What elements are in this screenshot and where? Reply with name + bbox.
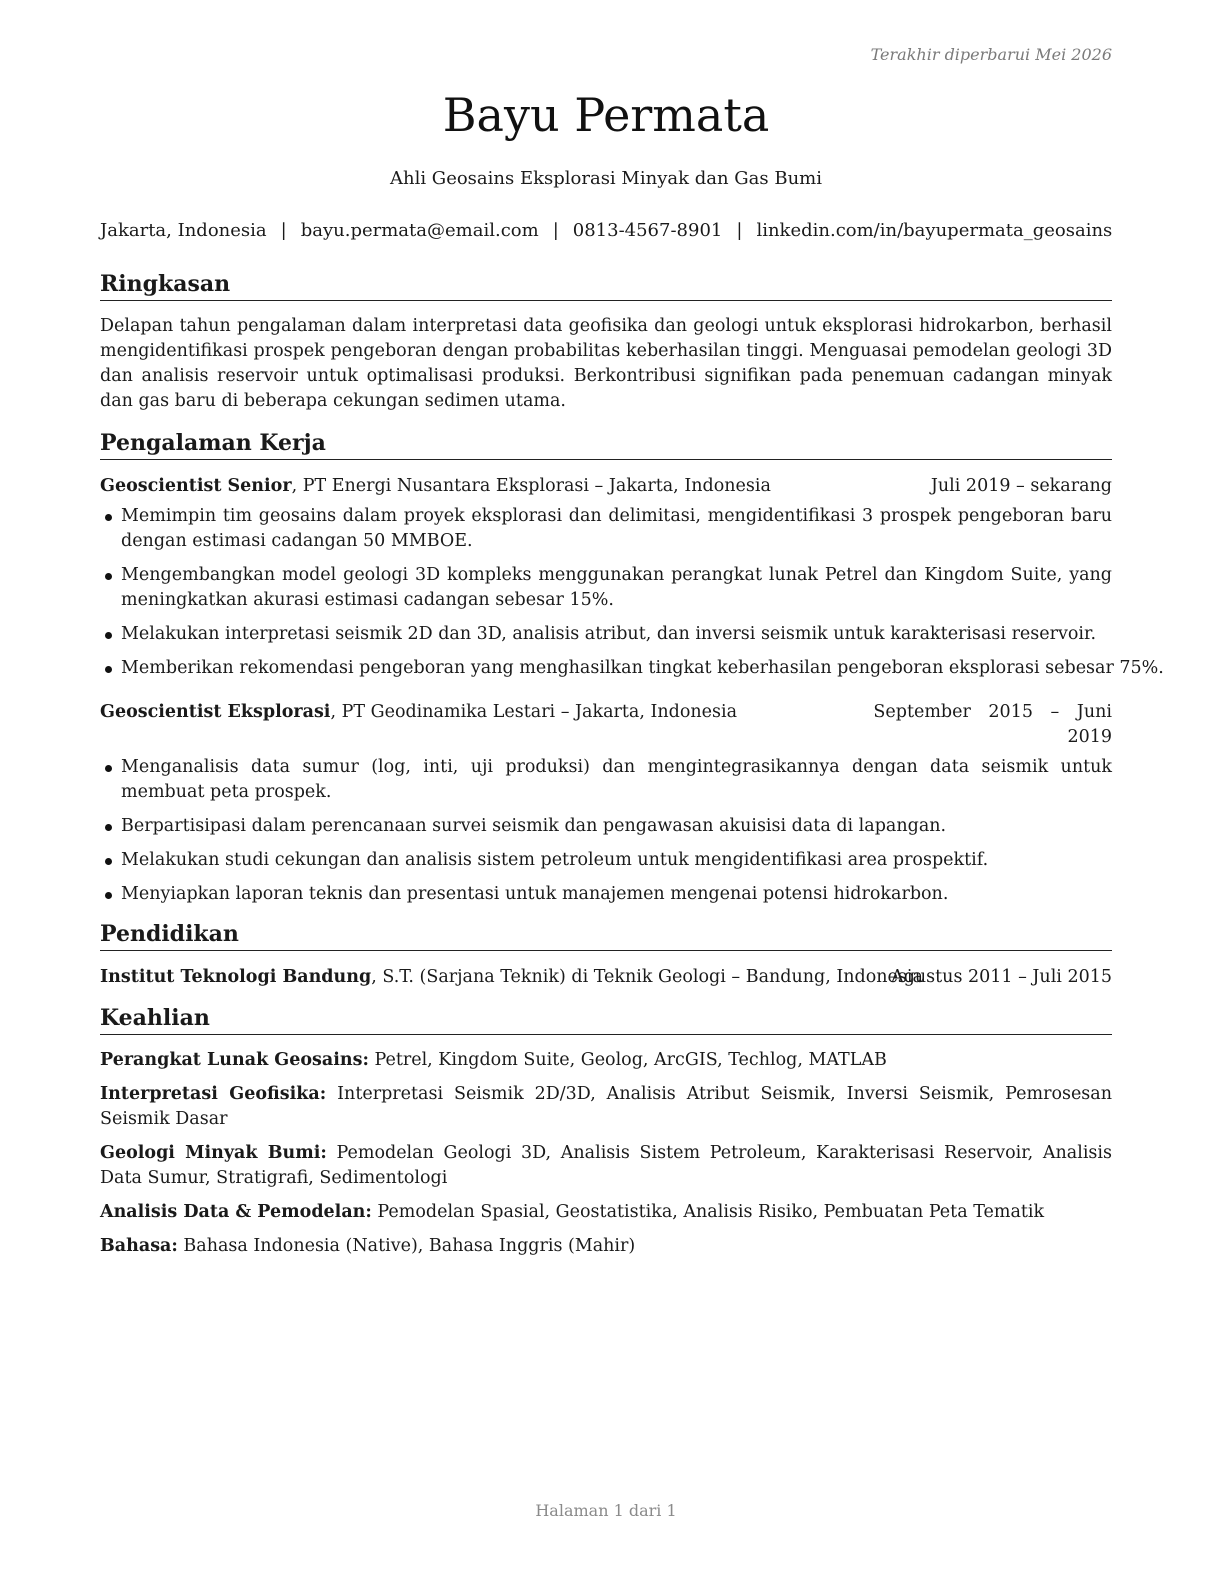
contact-location: Jakarta, Indonesia bbox=[100, 220, 267, 241]
skill-row bbox=[100, 1141, 1112, 1191]
resume-headline: Ahli Geosains Eksplorasi Minyak dan Gas Bumi bbox=[389, 168, 823, 189]
job-bullet: Mengembangkan model geologi 3D kompleks menggunakan perangkat lunak Petrel dan Kingdom Suite, yang meningkatkan akurasi estimasi cadangan sebesar 15%. bbox=[100, 563, 1112, 613]
job-header bbox=[100, 474, 1112, 499]
contact-email: bayu.permata@email.com bbox=[300, 220, 539, 241]
skill-row bbox=[100, 1234, 1112, 1259]
skill-value: Petrel, Kingdom Suite, Geolog, ArcGIS, Techlog, MATLAB bbox=[368, 1050, 887, 1070]
contact-separator: | bbox=[552, 220, 559, 241]
contact-separator: | bbox=[736, 220, 743, 241]
skill-value: Bahasa Indonesia (Native), Bahasa Inggris (Mahir) bbox=[177, 1236, 636, 1256]
job-title: Geoscientist Senior bbox=[100, 476, 292, 496]
job-bullet-list bbox=[100, 504, 1164, 690]
contact-phone: 0813-4567-8901 bbox=[572, 220, 723, 241]
skill-value: Pemodelan Spasial, Geostatistika, Analisis Risiko, Pembuatan Peta Tematik bbox=[371, 1202, 1045, 1222]
section-title-experience: Pengalaman Kerja bbox=[100, 429, 1112, 460]
job-dates: September 2015 – Juni 2019 bbox=[873, 702, 1112, 747]
section-title-summary: Ringkasan bbox=[100, 270, 1112, 301]
skill-label: Perangkat Lunak Geosains: bbox=[100, 1050, 369, 1070]
education-detail: , S.T. (Sarjana Teknik) di Teknik Geologi – Bandung, Indonesia bbox=[371, 967, 923, 987]
skill-row bbox=[100, 1082, 1112, 1132]
page-footer: Halaman 1 dari 1 bbox=[535, 1501, 677, 1520]
job-organization: , PT Geodinamika Lestari – Jakarta, Indonesia bbox=[330, 702, 738, 722]
skill-value: Pemodelan Geologi 3D, Analisis Sistem Petroleum, Karakterisasi Reservoir, Analisis Data Sumur, Stratigrafi, Sedimentologi bbox=[100, 1143, 1112, 1188]
last-updated-note: Terakhir diperbarui Mei 2026 bbox=[870, 45, 1112, 64]
resume-name: Bayu Permata bbox=[442, 88, 770, 142]
section-title-skills: Keahlian bbox=[100, 1004, 1112, 1035]
resume-page bbox=[100, 0, 1164, 1584]
skill-label: Interpretasi Geofisika: bbox=[100, 1084, 327, 1104]
skill-value: Interpretasi Seismik 2D/3D, Analisis Atribut Seismik, Inversi Seismik, Pemrosesan Seismik Dasar bbox=[100, 1084, 1112, 1129]
contact-separator: | bbox=[280, 220, 287, 241]
job-dates: Juli 2019 – sekarang bbox=[930, 476, 1112, 496]
skill-label: Geologi Minyak Bumi: bbox=[100, 1143, 327, 1163]
contact-linkedin: linkedin.com/in/bayupermata_geosains bbox=[756, 220, 1113, 241]
skill-row bbox=[100, 1200, 1112, 1225]
skill-label: Bahasa: bbox=[100, 1236, 178, 1256]
job-bullet: Menyiapkan laporan teknis dan presentasi untuk manajemen mengenai potensi hidrokarbon. bbox=[100, 882, 1112, 907]
job-title: Geoscientist Eksplorasi bbox=[100, 702, 331, 722]
job-bullet: Memimpin tim geosains dalam proyek eksplorasi dan delimitasi, mengidentifikasi 3 prospek pengeboran baru dengan estimasi cadangan 50 MMBOE. bbox=[100, 504, 1112, 554]
job-organization: , PT Energi Nusantara Eksplorasi – Jakarta, Indonesia bbox=[291, 476, 771, 496]
education-dates: Agustus 2011 – Juli 2015 bbox=[891, 967, 1112, 987]
contact-line bbox=[100, 220, 1112, 241]
job-bullet: Berpartisipasi dalam perencanaan survei seismik dan pengawasan akuisisi data di lapangan. bbox=[100, 814, 1112, 839]
skills-list bbox=[100, 1048, 1112, 1268]
job-bullet: Menganalisis data sumur (log, inti, uji produksi) dan mengintegrasikannya dengan data seismik untuk membuat peta prospek. bbox=[100, 755, 1112, 805]
education-school: Institut Teknologi Bandung bbox=[100, 967, 372, 987]
education-entry bbox=[100, 965, 1112, 990]
skill-row bbox=[100, 1048, 1112, 1073]
summary-text: Delapan tahun pengalaman dalam interpretasi data geofisika dan geologi untuk eksplorasi hidrokarbon, berhasil mengidentifikasi prospek pengeboran dengan probabilitas keberhasilan tinggi. Menguasai pemodelan geologi 3D dan analisis reservoir untuk optimalisasi produksi. Berkontribusi signifikan pada penemuan cadangan minyak dan gas baru di beberapa cekungan sedimen utama. bbox=[100, 316, 1112, 411]
job-header bbox=[100, 700, 1112, 747]
job-bullet: Memberikan rekomendasi pengeboran yang menghasilkan tingkat keberhasilan pengeboran eksplorasi sebesar 75%. bbox=[100, 656, 1112, 681]
skill-label: Analisis Data & Pemodelan: bbox=[100, 1202, 372, 1222]
section-title-education: Pendidikan bbox=[100, 920, 1112, 951]
job-bullet-list bbox=[100, 755, 1112, 916]
job-bullet: Melakukan interpretasi seismik 2D dan 3D, analisis atribut, dan inversi seismik untuk karakterisasi reservoir. bbox=[100, 622, 1112, 647]
job-bullet: Melakukan studi cekungan dan analisis sistem petroleum untuk mengidentifikasi area prospektif. bbox=[100, 848, 1112, 873]
